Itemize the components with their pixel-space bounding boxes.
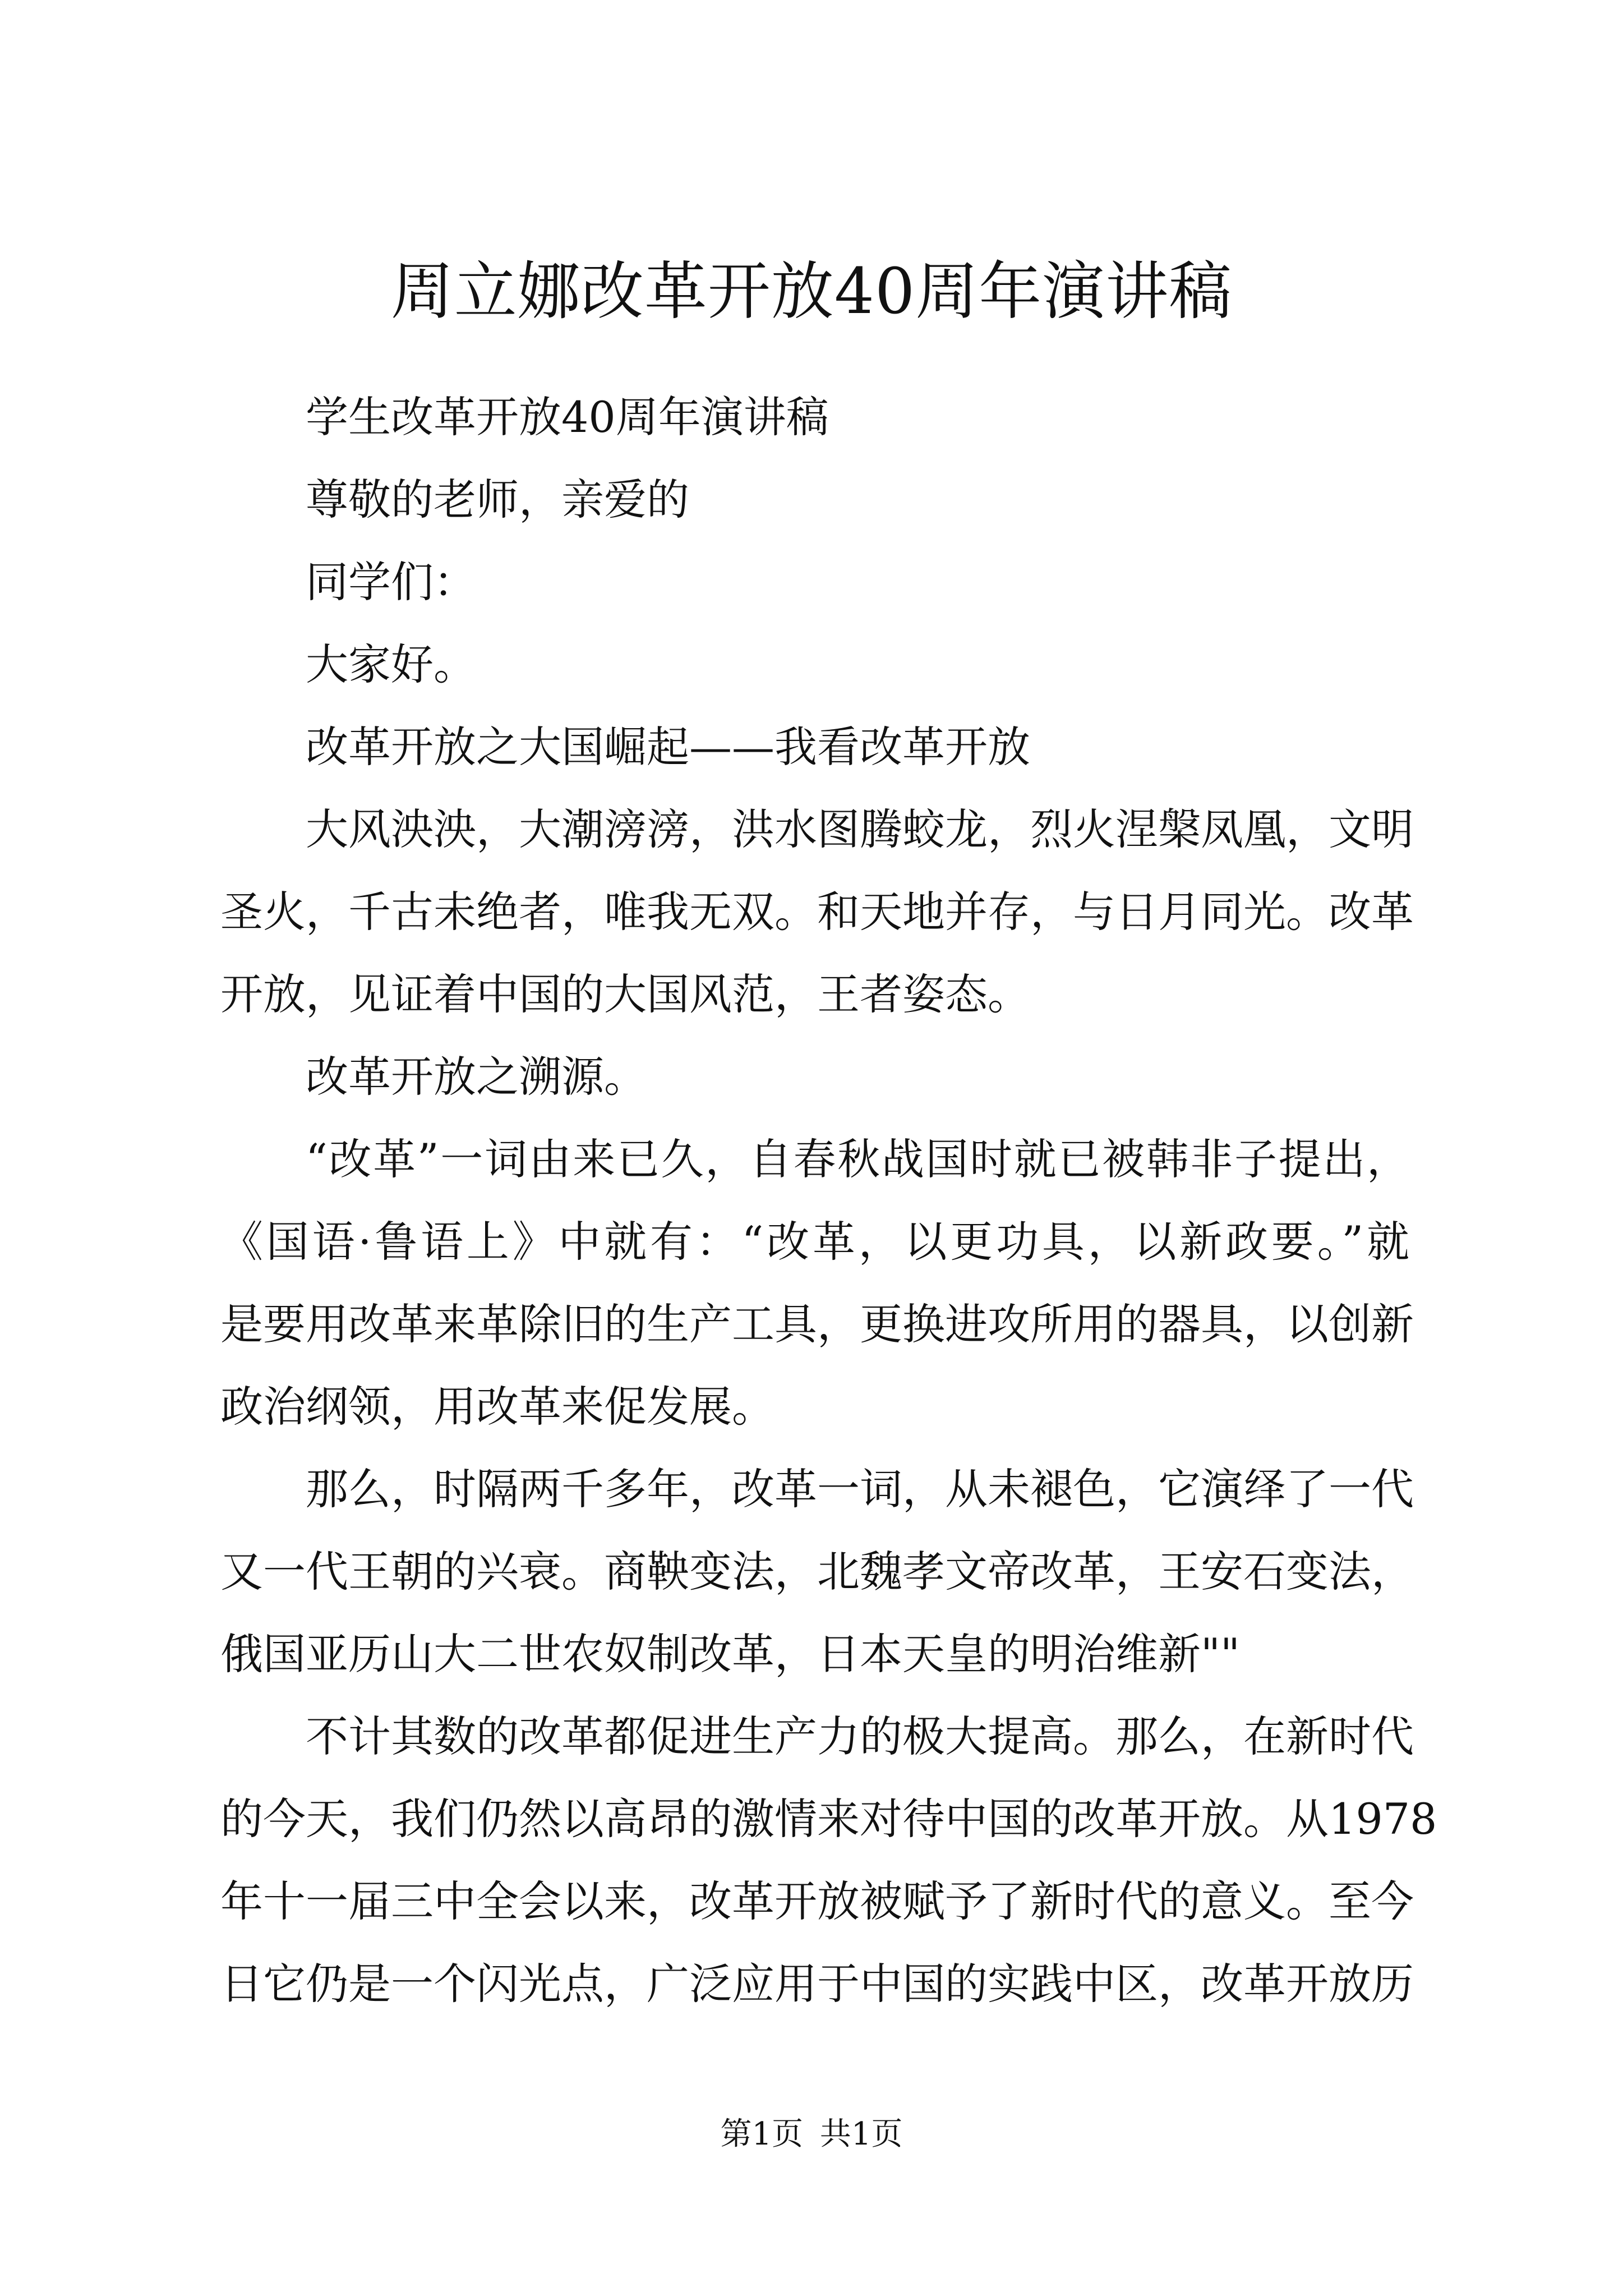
paragraph-line: 圣火，千古未绝者，唯我无双。和天地并存，与日月同光。改革: [220, 887, 1414, 937]
paragraph-line: 政治纲领，用改革来促发展。: [220, 1382, 774, 1432]
paragraph-line: 是要用改革来革除旧的生产工具，更换进攻所用的器具，以创新: [220, 1299, 1414, 1349]
page-total: 共1页: [819, 2116, 903, 2152]
paragraph-line: 改革开放之溯源。: [306, 1052, 647, 1102]
paragraph-line: 同学们：: [306, 557, 476, 607]
paragraph-line: 不计其数的改革都促进生产力的极大提高。那么，在新时代: [306, 1711, 1414, 1761]
paragraph-line: 改革开放之大国崛起——我看改革开放: [306, 722, 1030, 772]
paragraph-line: 学生改革开放40周年演讲稿: [306, 392, 829, 442]
page-footer: [0, 2115, 1623, 2154]
document-body: [220, 376, 1437, 2025]
paragraph-line: 又一代王朝的兴衰。商鞅变法，北魏孝文帝改革，王安石变法，: [220, 1547, 1414, 1596]
paragraph-line: 大家好。: [306, 639, 476, 689]
paragraph-line: 年十一届三中全会以来，改革开放被赋予了新时代的意义。至今: [220, 1876, 1414, 1926]
document-title: 周立娜改革开放40周年演讲稿: [390, 255, 1233, 328]
paragraph-line: 那么，时隔两千多年，改革一词，从未褪色，它演绎了一代: [306, 1464, 1414, 1514]
paragraph-line: 尊敬的老师，亲爱的: [306, 475, 689, 524]
paragraph-line: 《国语·鲁语上》中就有：“改革，以更功具，以新政要。”就: [220, 1217, 1409, 1267]
paragraph-line: 的今天，我们仍然以高昂的激情来对待中国的改革开放。从1978: [220, 1794, 1437, 1844]
paragraph-line: “改革”一词由来已久，自春秋战国时就已被韩非子提出，: [306, 1134, 1409, 1184]
paragraph-line: 开放，见证着中国的大国风范，王者姿态。: [220, 969, 1030, 1019]
page-number: 第1页: [720, 2116, 804, 2152]
paragraph-line: 俄国亚历山大二世农奴制改革，日本天皇的明治维新"": [220, 1629, 1240, 1679]
paragraph-line: 日它仍是一个闪光点，广泛应用于中国的实践中区，改革开放历: [220, 1959, 1414, 2009]
paragraph-line: 大风泱泱，大潮滂滂，洪水图腾蛟龙，烈火涅槃凤凰，文明: [306, 804, 1414, 854]
